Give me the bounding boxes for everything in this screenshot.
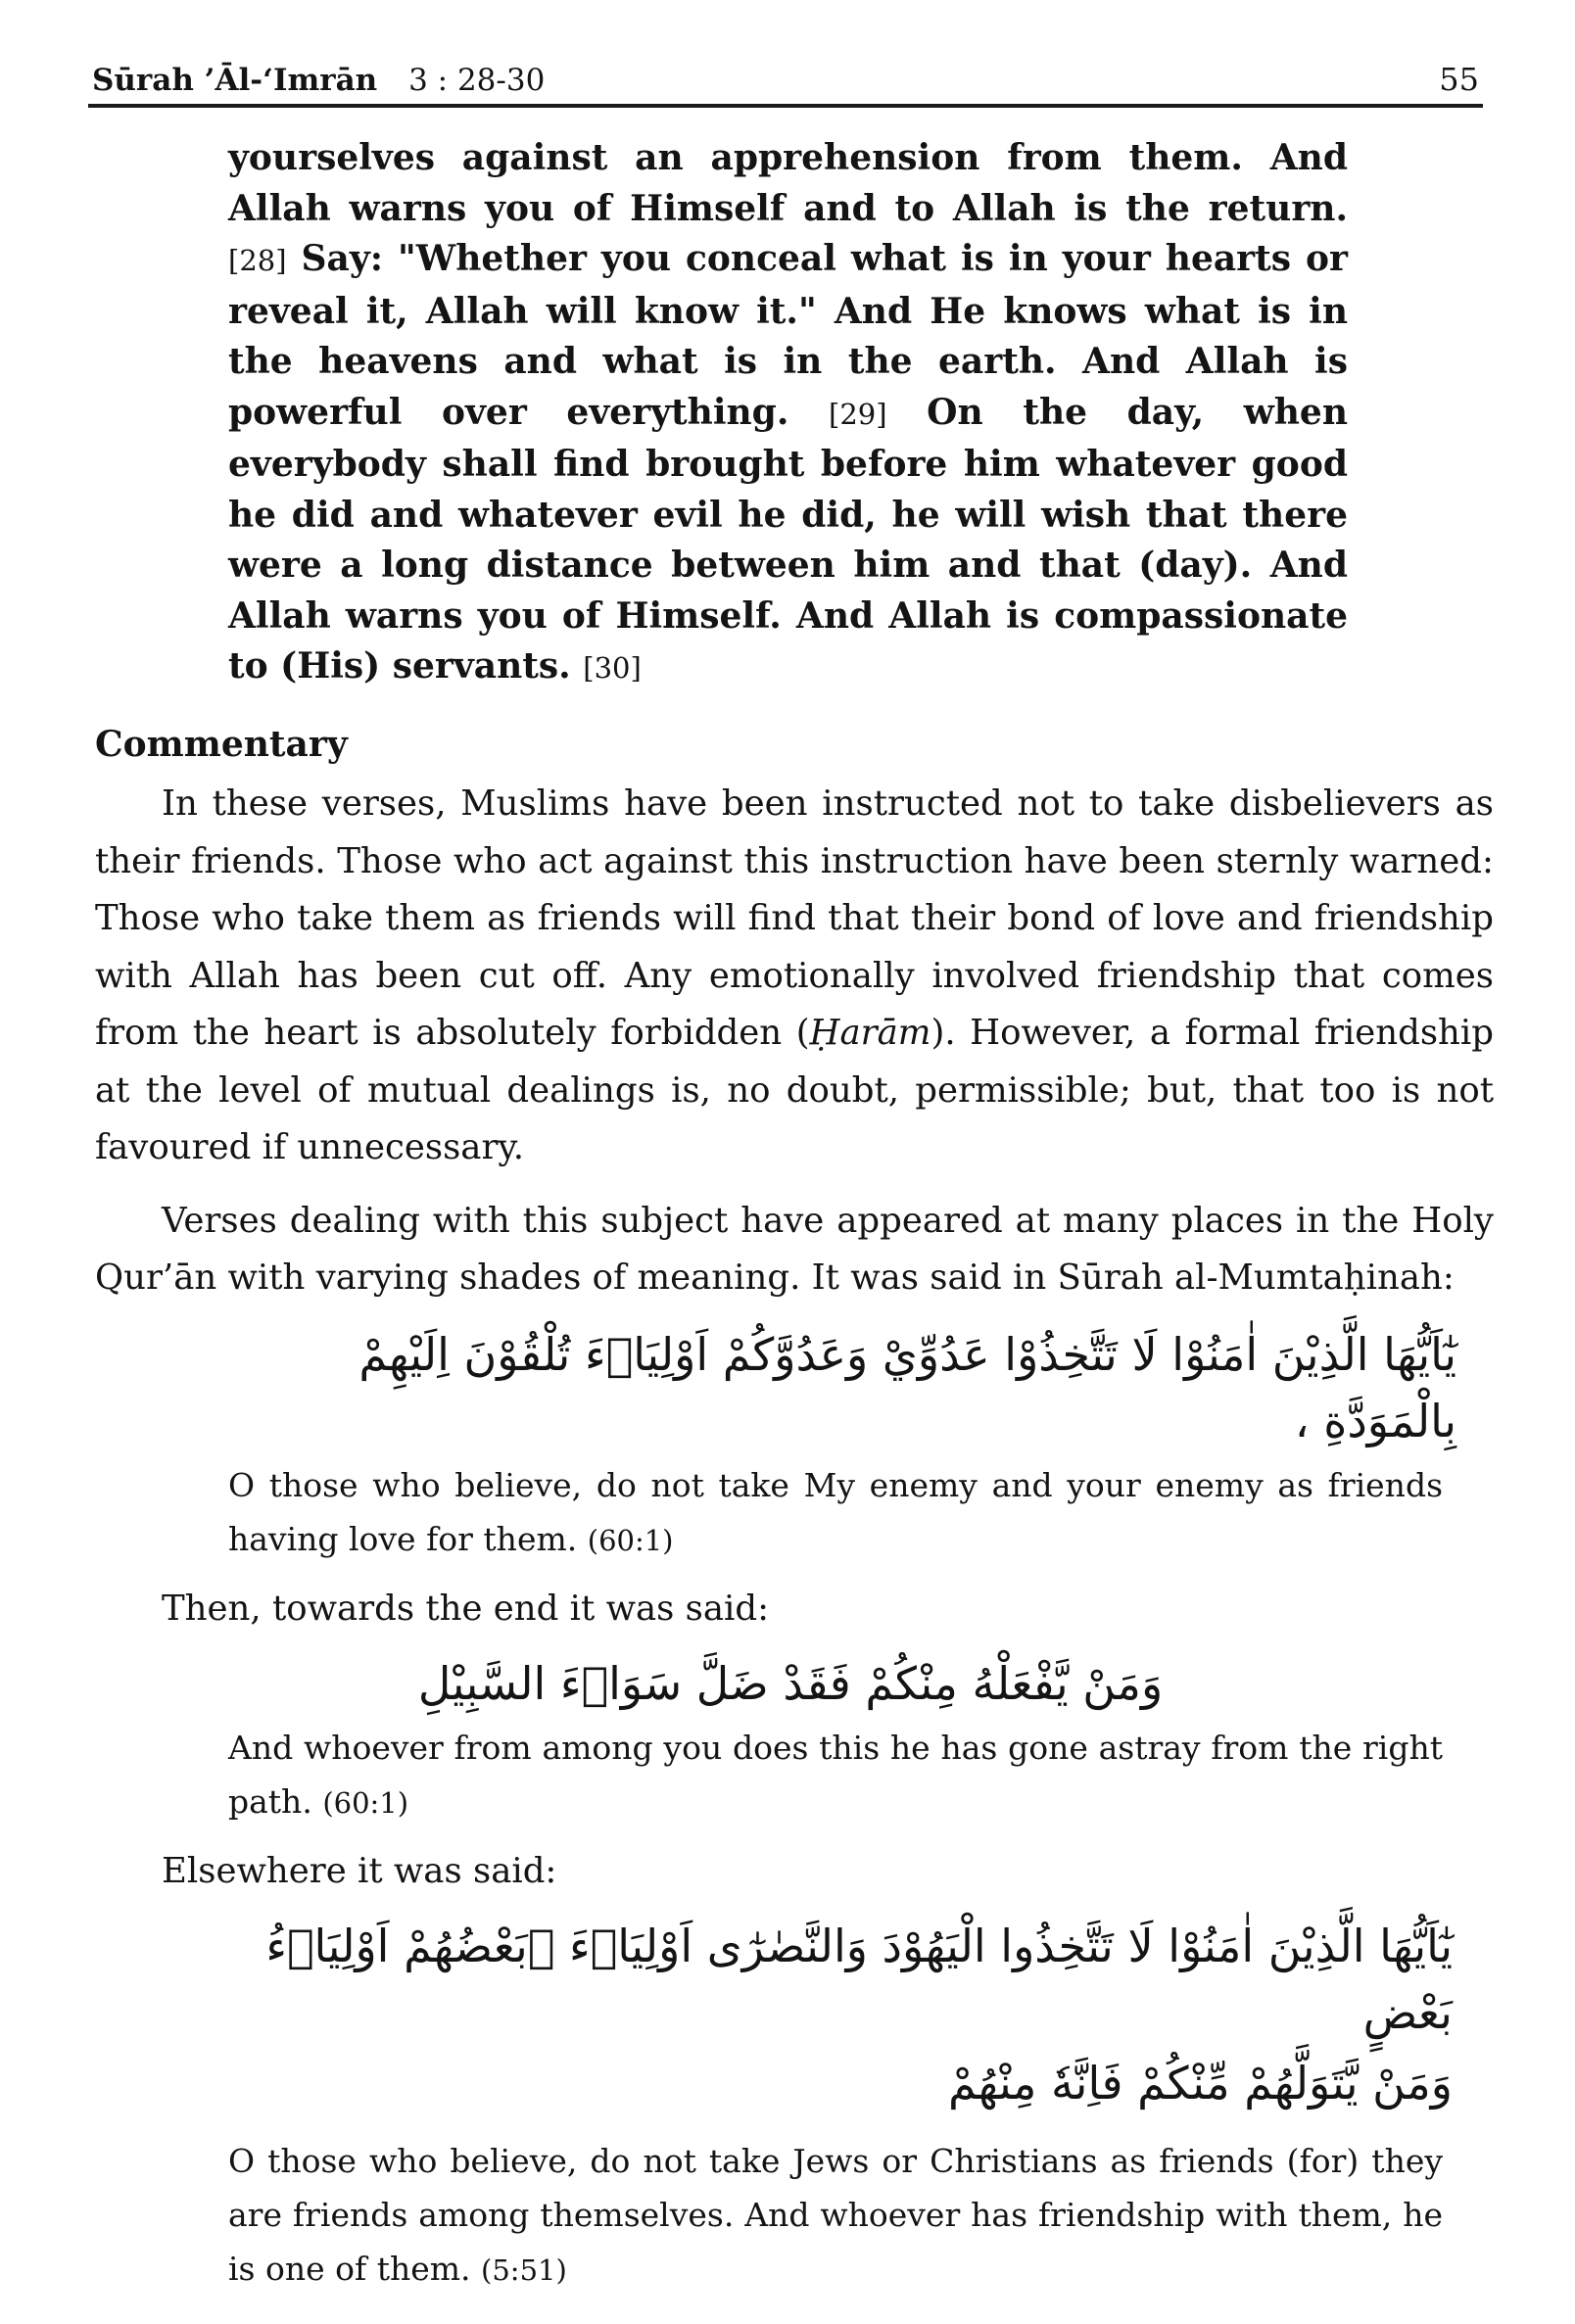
verse-ref-30: [30] — [583, 651, 642, 685]
arabic-verse-2-wrap — [389, 1650, 1192, 1717]
verse-range: 3 : 28-30 — [408, 63, 546, 98]
running-title — [92, 63, 545, 98]
commentary-paragraph-2: Verses dealing with this subject have appeared at many places in the Holy Qur’ān with varying shades of meaning. It was said in Sūrah al-Mumtaḥinah: — [95, 1200, 1494, 1298]
quote-3-text: O those who believe, do not take Jews or Christians as friends (for) they are friends among themselves. And whoever has friendship with them, he is one of them. — [228, 2141, 1443, 2288]
quote-3 — [228, 2134, 1443, 2298]
arabic-verse-1: يٰٓاَيُّهَا الَّذِيْنَ اٰمَنُوْا لَا تَتَّخِذُوْا عَدُوِّيْ وَعَدُوَّكُمْ اَوْلِيَاۗءَ تُلْقُوْنَ اِلَيْهِمْ بِالْمَوَدَّةِ ، — [358, 1327, 1456, 1447]
verse-30-text: On the day, when everybody shall find brought before him whatever good he did and whatever evil he did, he will wish that there were a long distance between him and that (day). And Allah warns you of Himself. And Allah is compassionate to (His) servants. — [228, 391, 1348, 687]
page-number: 55 — [1439, 61, 1479, 98]
paragraph-1-part-a: In these verses, Muslims have been instructed not to take disbelievers as their friends. Those who act against this instruction have been sternly warned: Those who take them as friends will find that their bond of love and friendship with Allah has been cut off. Any emotionally involved friendship that comes from the heart is absolutely forbidden ( — [95, 783, 1494, 1053]
quote-2-text: And whoever from among you does this he has gone astray from the right path. — [228, 1728, 1443, 1821]
quote-2 — [228, 1721, 1443, 1830]
verse-ref-28: [28] — [228, 244, 287, 277]
verse-ref-29: [29] — [829, 397, 887, 431]
surah-name: Sūrah ’Āl-‘Imrān — [92, 63, 378, 98]
arabic-verse-1-wrap — [222, 1321, 1456, 1454]
arabic-verse-3-line-2: وَمَنْ يَّتَوَلَّهُمْ مِّنْكُمْ فَاِنَّهٗ مِنْهُمْ — [948, 2056, 1453, 2110]
arabic-verse-3-wrap — [228, 1913, 1453, 2116]
header-rule — [88, 104, 1483, 108]
quote-1 — [228, 1458, 1443, 1568]
commentary-paragraph-1 — [95, 776, 1494, 1177]
commentary-heading: Commentary — [95, 724, 348, 765]
translation-block — [228, 133, 1348, 694]
lead-2: Then, towards the end it was said: — [162, 1588, 770, 1629]
lead-3: Elsewhere it was said: — [162, 1850, 557, 1891]
quote-1-ref: (60:1) — [587, 1523, 674, 1557]
haram-term: Ḥarām — [809, 1013, 931, 1053]
quote-1-text: O those who believe, do not take My enemy and your enemy as friends having love for them. — [228, 1465, 1443, 1558]
quote-2-ref: (60:1) — [322, 1785, 409, 1820]
arabic-verse-2: وَمَنْ يَّفْعَلْهُ مِنْكُمْ فَقَدْ ضَلَّ سَوَاۗءَ السَّبِيْلِ — [417, 1656, 1164, 1710]
page-header — [92, 49, 1479, 98]
verse-29-text: Say: "Whether you conceal what is in your hearts or reveal it, Allah will know it." And He knows what is in the heavens and what is in the earth. And Allah is powerful over everything. — [228, 238, 1348, 433]
commentary-section — [95, 717, 1494, 2298]
arabic-verse-3-line-1: يٰٓاَيُّهَا الَّذِيْنَ اٰمَنُوْا لَا تَتَّخِذُوا الْيَهُوْدَ وَالنَّصٰرٰٓى اَوْلِيَاۗءَ ۘبَعْضُهُمْ اَوْلِيَاۗءُ بَعْضٍ — [265, 1919, 1453, 2039]
quote-3-ref: (5:51) — [481, 2253, 567, 2287]
paragraph-1-part-b: ). However, a formal friendship at the level of mutual dealings is, no doubt, permissible; but, that too is not favoured if unnecessary. — [95, 1013, 1494, 1167]
verse-28-text: yourselves against an apprehension from them. And Allah warns you of Himself and to Allah is the return. — [228, 137, 1348, 229]
